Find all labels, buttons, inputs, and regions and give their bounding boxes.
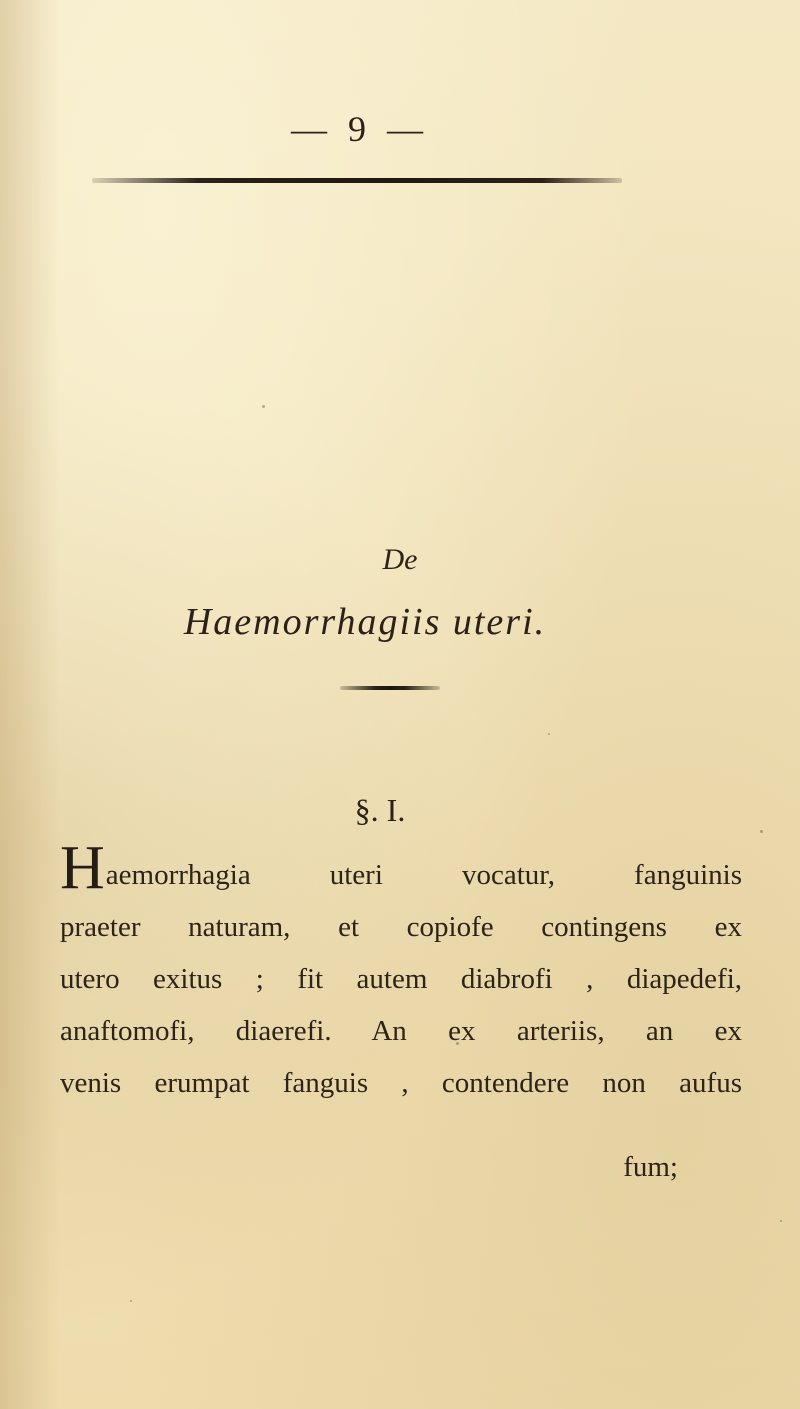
- text-line-1: [60, 834, 742, 902]
- title-ornament-rule: [340, 686, 440, 690]
- section-heading: §. I.: [354, 792, 406, 828]
- page-number: — 9 —: [291, 109, 429, 149]
- chapter-title: Haemorrhagiis uteri.: [183, 601, 547, 643]
- paper-speck: [262, 405, 265, 408]
- paper-speck: [130, 1300, 132, 1302]
- text-line-5: venis erumpat fanguis , contendere non aufus: [60, 1067, 742, 1099]
- initial-letter: H: [60, 834, 105, 902]
- text-line-1-rest: aemorrhagia uteri vocatur, fanguinis: [105, 859, 742, 891]
- body-paragraph: [60, 834, 742, 1109]
- catchword: fum;: [623, 1151, 678, 1183]
- text-line-2: praeter naturam, et copiofe contingens ex: [60, 911, 742, 943]
- paper-speck: [780, 1220, 782, 1222]
- text-line-4: anaftomofi, diaerefi. An ex arteriis, an ex: [60, 1015, 742, 1047]
- paper-speck: [456, 1042, 459, 1045]
- paper-speck: [548, 733, 550, 735]
- page-edge-shadow: [0, 0, 60, 1409]
- title-prefix: De: [382, 543, 418, 576]
- header-rule: [92, 178, 622, 183]
- text-line-3: utero exitus ; fit autem diabrofi , diapedefi,: [60, 963, 742, 995]
- paper-speck: [760, 830, 763, 833]
